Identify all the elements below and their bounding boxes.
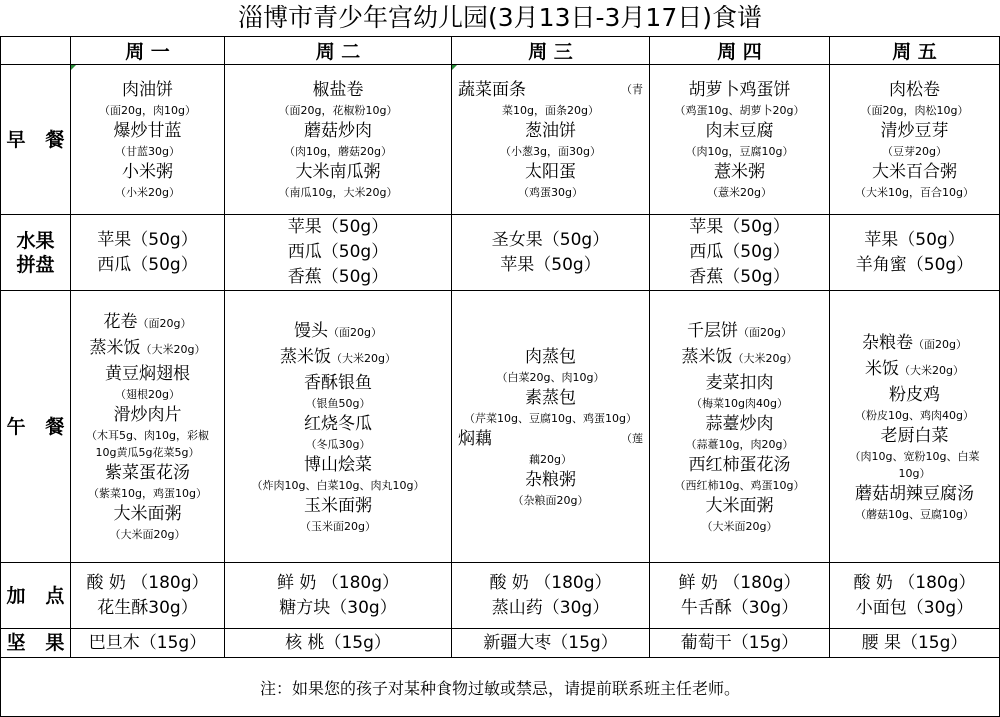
fruit-item: 香蕉（50g） [287, 267, 389, 287]
dish-line [650, 319, 829, 345]
dish-name: 薏米粥 [714, 162, 765, 182]
breakfast-thu [650, 65, 830, 215]
dish-ingredients: （大米20g） [732, 351, 798, 365]
nuts-tue: 核 桃（15g） [225, 629, 452, 658]
dish-ingredients: （大米20g） [140, 343, 206, 356]
dish-ingredients: （粉皮10g、鸡肉40g） [855, 408, 974, 422]
dish-ingredients: （杂粮面20g） [512, 493, 589, 507]
snack-item: 蒸山药（30g） [491, 597, 610, 618]
dish-name: 蔬菜面条 [458, 80, 526, 100]
snack-wed [452, 563, 650, 629]
dish-ingredients: （银鱼50g） [305, 396, 371, 410]
dish-line [225, 345, 451, 371]
dish-ingredients: （蘑菇10g、豆腐10g） [855, 507, 974, 521]
row-label-text: 餐 [45, 415, 65, 438]
fruit-item: 圣女果（50g） [491, 229, 610, 250]
dish-name: 博山烩菜 [304, 454, 372, 475]
breakfast-fri [830, 65, 1000, 215]
snack-item: 酸 奶 （180g） [489, 572, 612, 593]
dish-name: 杂粮卷 [862, 332, 913, 353]
fruit-item: 苹果（50g） [500, 254, 601, 275]
snack-mon [71, 563, 225, 629]
fruit-wed [452, 215, 650, 291]
fruit-item: 西瓜（50g） [689, 242, 790, 262]
fruit-item: 苹果（50g） [287, 217, 389, 237]
snack-fri [830, 563, 1000, 629]
dish-line [830, 331, 999, 357]
dish-ingredients: （薏米20g） [707, 186, 772, 199]
row-label-text: 坚 [6, 632, 26, 654]
row-label-text: 早 [6, 128, 26, 151]
day-header-tue: 周 二 [225, 37, 452, 65]
day-header-wed: 周 三 [452, 37, 650, 65]
row-label-fruit [1, 215, 71, 291]
fruit-tue [225, 215, 452, 291]
dish-ingredients: （木耳5g、肉10g，彩椒 [86, 429, 209, 442]
snack-tue [225, 563, 452, 629]
dish-name: 麦菜扣肉 [705, 372, 774, 393]
dish-ingredients: （小葱3g，面30g） [500, 145, 601, 158]
fruit-mon [71, 215, 225, 291]
dish-ingredients: 菜10g，面条20g） [502, 104, 599, 117]
snack-item: 糖方块（30g） [279, 597, 397, 618]
dish-name: 大米面粥 [705, 495, 774, 516]
dish-ingredients: （西红柿10g、鸡蛋10g） [674, 478, 805, 492]
dish-name: 老厨白菜 [880, 425, 949, 446]
lunch-mon [71, 291, 225, 563]
dish-name: 紫菜蛋花汤 [105, 463, 190, 483]
dish-ingredients: （大米20g） [331, 351, 396, 365]
row-label-text: 拼盘 [16, 253, 55, 276]
nuts-wed: 新疆大枣（15g） [452, 629, 650, 658]
dish-name: 胡萝卜鸡蛋饼 [688, 80, 791, 100]
snack-item: 酸 奶 （180g） [86, 572, 209, 593]
dish-name: 焖藕 [458, 428, 492, 449]
dish-ingredients: （大米面20g） [701, 519, 778, 533]
breakfast-row [1, 65, 1000, 215]
dish-ingredients: 10g） [898, 466, 931, 480]
dish-name: 大米南瓜粥 [295, 162, 381, 182]
nuts-fri: 腰 果（15g） [830, 629, 1000, 658]
dish-ingredients: （芹菜10g、豆腐10g、鸡蛋10g） [464, 411, 637, 425]
dish-name: 清炒豆芽 [880, 121, 949, 141]
dish-name: 爆炒甘蓝 [113, 121, 182, 141]
dish-name: 椒盐卷 [312, 80, 364, 100]
snack-row [1, 563, 1000, 629]
dish-name: 花卷 [103, 312, 138, 332]
snack-item: 鲜 奶 （180g） [276, 572, 400, 593]
dish-line [71, 336, 224, 362]
dish-name: 肉油饼 [122, 80, 173, 100]
dish-ingredients: （面20g，肉10g） [99, 104, 196, 117]
dish-ingredients: （白菜20g、肉10g） [496, 370, 605, 384]
snack-thu [650, 563, 830, 629]
page-title: 淄博市青少年宫幼儿园(3月13日-3月17日)食谱 [238, 3, 762, 32]
dish-name: 蘑菇炒肉 [304, 121, 372, 141]
dish-name: 蒸米饭 [89, 338, 141, 358]
dish-ingredients: （紫菜10g，鸡蛋10g） [88, 487, 207, 500]
dish-ingredients: （肉10g，豆腐10g） [685, 145, 794, 158]
row-label-text: 果 [45, 632, 65, 654]
corner-cell [1, 37, 71, 65]
dish-name: 大米百合粥 [872, 162, 957, 182]
dish-name: 肉末豆腐 [705, 121, 774, 141]
dish-name: 滑炒肉片 [113, 405, 182, 425]
dish-name: 黄豆焖翅根 [105, 364, 190, 384]
dish-name: 红烧冬瓜 [304, 413, 372, 434]
dish-name: 玉米面粥 [304, 495, 372, 516]
fruit-item: 羊角蜜（50g） [855, 254, 974, 275]
dish-line [830, 357, 999, 383]
day-header-thu: 周 四 [650, 37, 830, 65]
snack-item: 花生酥30g） [97, 597, 198, 618]
dish-ingredients: （豆芽20g） [882, 145, 947, 158]
row-label-breakfast [1, 65, 71, 215]
dish-ingredients: （炸肉10g、白菜10g、肉丸10g） [251, 478, 425, 492]
dish-ingredients: （面20g） [738, 325, 792, 339]
fruit-item: 苹果（50g） [97, 229, 198, 250]
dish-name: 香酥银鱼 [304, 372, 372, 393]
dish-ingredients: （青 [621, 83, 643, 96]
dish-ingredients: （蒜薹10g，肉20g） [685, 437, 794, 451]
footer-row [1, 658, 1000, 717]
fruit-item: 香蕉（50g） [689, 267, 790, 287]
dish-name: 粉皮鸡 [889, 384, 940, 405]
dish-ingredients: （面20g，花椒粉10g） [278, 104, 398, 117]
dish-name: 蒸米饭 [681, 346, 733, 367]
dish-name: 千层饼 [687, 320, 738, 341]
lunch-thu [650, 291, 830, 563]
row-label-text: 加 [6, 584, 26, 607]
dish-ingredients: （鸡蛋30g） [518, 186, 583, 199]
dish-name: 馒头 [294, 320, 328, 341]
row-label-text: 水果 [16, 229, 55, 252]
fruit-row [1, 215, 1000, 291]
row-label-lunch [1, 291, 71, 563]
fruit-item: 西瓜（50g） [97, 254, 198, 275]
fruit-item: 苹果（50g） [689, 217, 790, 237]
dish-ingredients: （小米20g） [115, 186, 180, 199]
lunch-wed [452, 291, 650, 563]
dish-ingredients: （玉米面20g） [300, 519, 376, 533]
row-label-text: 点 [45, 584, 65, 607]
dish-ingredients: 10g黄瓜5g花菜5g） [95, 446, 200, 459]
dish-line [650, 345, 829, 371]
dish-ingredients: （大米20g） [899, 363, 964, 377]
dish-ingredients: （面20g） [913, 337, 967, 351]
dish-ingredients: （南瓜10g，大米20g） [278, 186, 398, 199]
snack-item: 小面包（30g） [855, 597, 974, 618]
dish-ingredients: （大米10g，百合10g） [855, 186, 974, 199]
menu-table [0, 36, 1000, 717]
dish-ingredients: （肉10g，蘑菇20g） [284, 145, 392, 158]
dish-name: 葱油饼 [525, 121, 576, 141]
breakfast-mon [71, 65, 225, 215]
dish-name: 肉松卷 [889, 80, 940, 100]
nuts-row [1, 629, 1000, 658]
row-label-text: 餐 [45, 128, 65, 151]
snack-item: 鲜 奶 （180g） [678, 572, 801, 593]
lunch-tue [225, 291, 452, 563]
dish-ingredients: （翅根20g） [115, 388, 180, 401]
dish-name: 素蒸包 [525, 387, 576, 408]
day-header-fri: 周 五 [830, 37, 1000, 65]
dish-name: 杂粮粥 [525, 469, 576, 490]
dish-name: 小米粥 [122, 162, 173, 182]
breakfast-wed [452, 65, 650, 215]
row-label-snack [1, 563, 71, 629]
fruit-thu [650, 215, 830, 291]
dish-name: 大米面粥 [113, 504, 182, 524]
dish-line [225, 319, 451, 345]
dish-name: 蒸米饭 [280, 346, 331, 367]
nuts-thu: 葡萄干（15g） [650, 629, 830, 658]
dish-ingredients: （梅菜10g肉40g） [691, 396, 788, 410]
dish-line [71, 310, 224, 336]
dish-ingredients: （大米面20g） [109, 528, 186, 541]
dish-name: 蘑菇胡辣豆腐汤 [855, 483, 974, 504]
snack-item: 酸 奶 （180g） [853, 572, 976, 593]
lunch-row [1, 291, 1000, 563]
fruit-item: 西瓜（50g） [287, 242, 389, 262]
dish-ingredients: （肉10g、宽粉10g、白菜 [849, 449, 980, 463]
lunch-fri [830, 291, 1000, 563]
dish-line [452, 78, 649, 102]
dish-ingredients: （面20g） [137, 317, 192, 330]
dish-ingredients: （冬瓜30g） [305, 437, 371, 451]
dish-ingredients: 藕20g） [529, 452, 572, 466]
fruit-fri [830, 215, 1000, 291]
header-row [1, 37, 1000, 65]
dish-name: 肉蒸包 [525, 346, 576, 367]
dish-line [452, 427, 649, 451]
dish-name: 太阳蛋 [525, 162, 576, 182]
row-label-nuts [1, 629, 71, 658]
dish-ingredients: （莲 [621, 431, 643, 445]
snack-item: 牛舌酥（30g） [680, 597, 799, 618]
footer-note: 注：如果您的孩子对某种食物过敏或禁忌，请提前联系班主任老师。 [1, 658, 1000, 717]
dish-name: 西红柿蛋花汤 [688, 454, 791, 475]
row-label-text: 午 [6, 415, 26, 438]
day-header-mon: 周 一 [71, 37, 225, 65]
dish-name: 米饭 [865, 358, 899, 379]
dish-ingredients: （面20g，肉松10g） [860, 104, 969, 117]
fruit-item: 苹果（50g） [864, 229, 965, 250]
nuts-mon: 巴旦木（15g） [71, 629, 225, 658]
breakfast-tue [225, 65, 452, 215]
dish-ingredients: （甘蓝30g） [115, 145, 180, 158]
dish-name: 蒜薹炒肉 [705, 413, 774, 434]
dish-ingredients: （鸡蛋10g、胡萝卜20g） [674, 104, 805, 117]
dish-ingredients: （面20g） [328, 325, 382, 339]
